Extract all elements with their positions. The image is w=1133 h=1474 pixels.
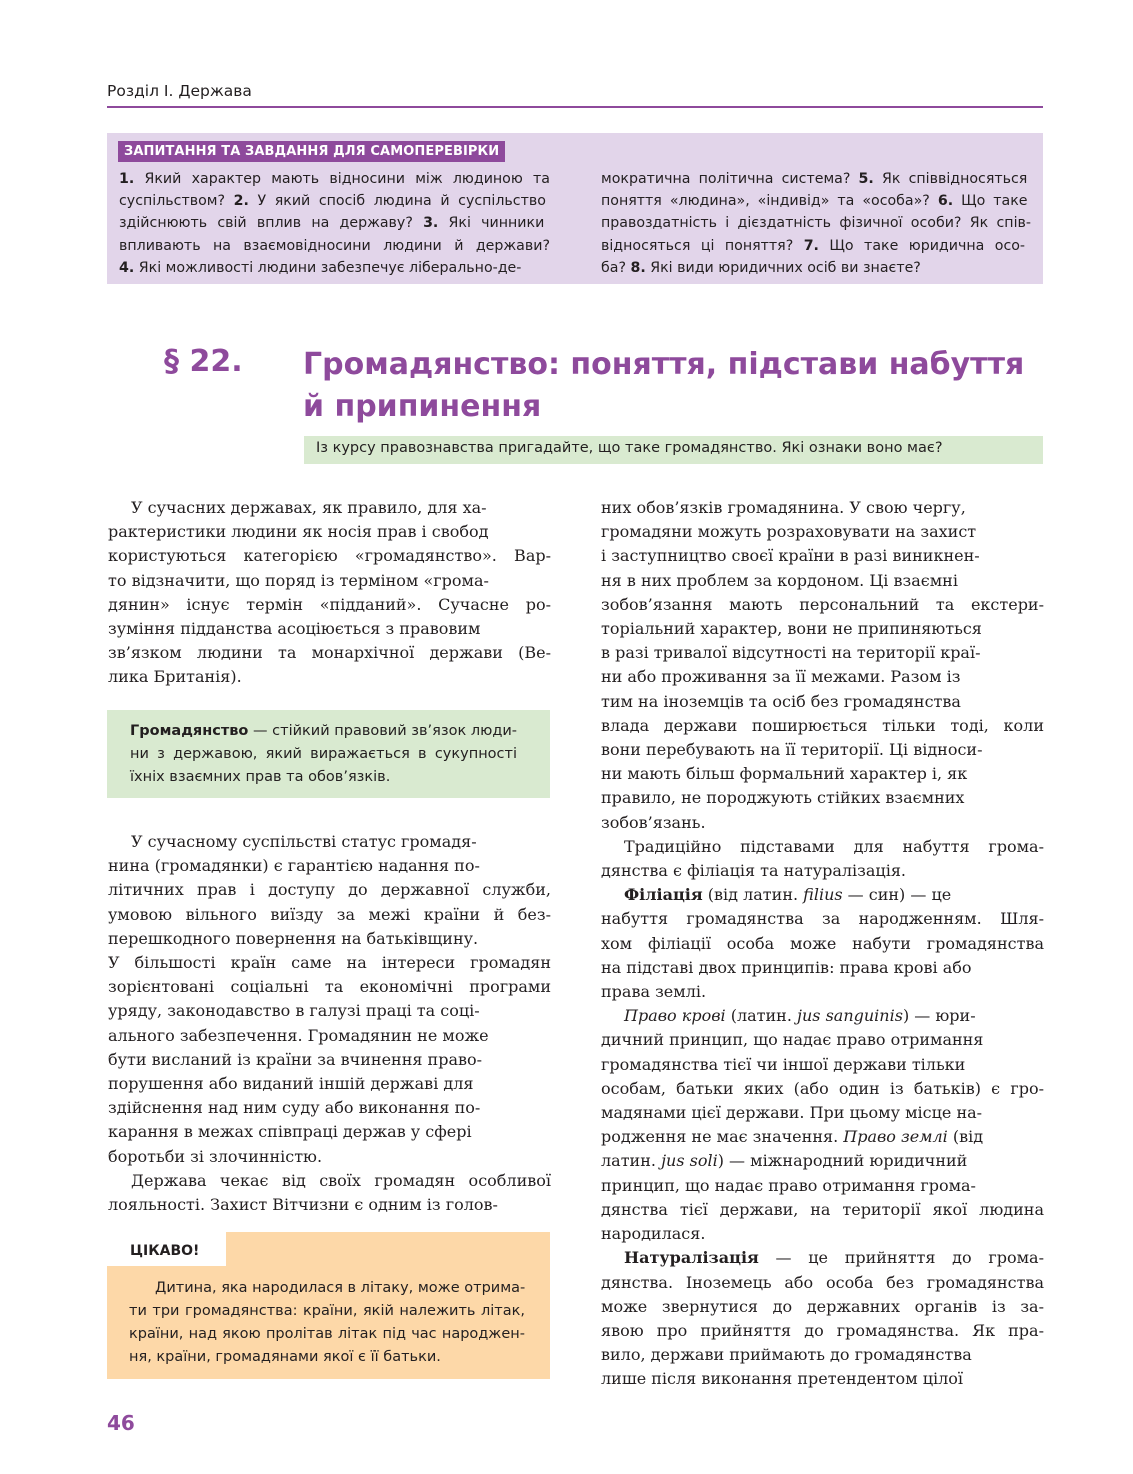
text-line: торіальний характер, вони не припиняються — [601, 619, 982, 639]
text-line: вило, держави приймають до громадянства — [601, 1345, 972, 1365]
text-line: на підставі двох принципів: права крові або — [601, 957, 972, 977]
text-line: ня, країни, громадянами якої є її батьки. — [129, 1349, 441, 1365]
text-line: вони перебувають на її території. Ці відноси- — [601, 740, 983, 760]
text-line: зуміння підданства асоціюється з правовим — [108, 619, 481, 639]
fact-label: ЦІКАВО! — [130, 1243, 200, 1259]
section-title-line: й припинення — [303, 389, 542, 424]
text-line: ального забезпечення. Громадянин не може — [108, 1025, 489, 1045]
self-check-title: ЗАПИТАННЯ ТА ЗАВДАННЯ ДЛЯ САМОПЕРЕВІРКИ — [118, 141, 505, 162]
text-line: їхніх взаємних прав та обов’язків. — [130, 769, 391, 785]
text-line: явою про прийняття до громадянства. Як пра- — [601, 1320, 1044, 1340]
question-line: впливають на взаємовідносини людини й держави? — [119, 237, 550, 254]
text-line: дянства є філіація та натуралізація. — [601, 861, 907, 881]
text-line: ня в них проблем за кордоном. Ці взаємні — [601, 570, 958, 590]
question-line: мократична політична система? 5. Як співвідносяться — [601, 171, 1028, 187]
text-line: ни мають більш формальний характер і, як — [601, 764, 968, 784]
text-line: У сучасному суспільстві статус громадя- — [131, 832, 477, 851]
left-paragraph-1 — [108, 496, 551, 690]
text-line: Натуралізація — це прийняття до грома- — [624, 1248, 1044, 1268]
text-line: карання в межах співпраці держав у сфері — [108, 1122, 472, 1142]
text-line: бути висланий із країни за вчинення право- — [108, 1049, 483, 1069]
text-line: ни з державою, який виражається в сукупності — [130, 746, 517, 762]
text-line: і заступництво своєї країни в разі виникнен- — [601, 546, 980, 566]
intro-question: Із курсу правознавства пригадайте, що таке громадянство. Які ознаки воно має? — [316, 440, 943, 456]
text-line: умовою вільного виїзду за межі країни й без- — [108, 904, 551, 924]
text-line: громадяни можуть розраховувати на захист — [601, 522, 977, 542]
text-line: може звернутися до державних органів із за- — [601, 1296, 1044, 1316]
questions-left-column — [119, 168, 550, 279]
text-line: родження не має значення. Право землі (від — [601, 1127, 984, 1147]
text-line: народилася. — [601, 1224, 706, 1244]
question-line: 1. Який характер мають відносини між людиною та — [119, 171, 550, 187]
questions-right-column — [601, 168, 1031, 279]
text-line: У сучасних державах, як правило, для ха- — [131, 498, 487, 517]
term-filiation: Філіація — [624, 885, 703, 905]
fact-text — [129, 1277, 525, 1369]
text-line: лояльності. Захист Вітчизни є одним із голов- — [108, 1195, 498, 1215]
text-line: боротьби зі злочинністю. — [108, 1146, 323, 1166]
text-line: то відзначити, що поряд із терміном «грома- — [108, 570, 489, 590]
definition-box — [107, 710, 550, 798]
question-line: здійснюють свій вплив на державу? 3. Які чинники — [119, 215, 545, 232]
text-line: тим на іноземців та осіб без громадянства — [601, 691, 961, 711]
term-naturalization: Натуралізація — [624, 1248, 759, 1268]
definition-term: Громадянство — [130, 723, 249, 739]
text-line: принцип, що надає право отримання грома- — [601, 1175, 976, 1195]
text-line: них обов’язків громадянина. У свою чергу, — [601, 498, 966, 517]
text-line: громадянства тієї чи іншої держави тільки — [601, 1054, 966, 1074]
text-line: дянства. Іноземець або особа без громадянства — [601, 1272, 1044, 1292]
text-line: порушення або виданий іншій державі для — [108, 1074, 474, 1094]
text-line: Традиційно підставами для набуття грома- — [624, 836, 1044, 856]
text-line: Філіація (від латин. filius — син) — це — [624, 885, 952, 905]
text-line: перешкодного повернення на батьківщину. — [108, 928, 479, 948]
text-line: правило, не породжують стійких взаємних — [601, 788, 965, 808]
text-line: дянин» існує термін «підданий». Сучасне ро- — [108, 594, 551, 614]
text-line: дичний принцип, що надає право отримання — [601, 1030, 984, 1050]
text-line: в разі тривалої відсутності на території краї- — [601, 643, 981, 663]
text-line: влада держави поширюється тільки тоді, коли — [601, 715, 1044, 735]
section-title-line: Громадянство: поняття, підстави набуття — [303, 347, 1025, 382]
question-line: ба? 8. Які види юридичних осіб ви знаєте? — [601, 259, 921, 276]
self-check-panel — [107, 133, 1043, 284]
text-line: лика Британія). — [108, 667, 242, 687]
text-line: Дитина, яка народилася в літаку, може отрима- — [155, 1280, 526, 1296]
text-line: рактеристики людини як носія прав і свобод — [108, 522, 489, 542]
text-line: ни або проживання за її межами. Разом із — [601, 667, 961, 687]
text-line: зорієнтовані соціальні та економічні програми — [108, 977, 551, 997]
intro-question-box — [304, 436, 1043, 464]
text-line: дянства тієї держави, на території якої людина — [601, 1199, 1044, 1219]
text-line: країни, над якою пролітав літак під час народжен- — [129, 1326, 525, 1342]
interesting-fact-box — [107, 1232, 550, 1379]
question-line: суспільством? 2. У який спосіб людина й суспільство — [119, 193, 546, 210]
text-line: зобов’язання мають персональний та екстери- — [601, 594, 1044, 614]
text-line: нина (громадянки) є гарантією надання по- — [108, 856, 480, 876]
text-line: уряду, законодавство в галузі праці та соці- — [108, 1001, 480, 1021]
text-line: латин. jus soli) — міжнародний юридичний — [601, 1151, 968, 1171]
text-line: літичних прав і доступу до державної служби, — [108, 880, 551, 900]
text-line: ти три громадянства: країни, якій належить літак, — [129, 1303, 525, 1319]
definition-text — [130, 720, 517, 789]
page-number: 46 — [107, 1411, 135, 1435]
term-right-of-blood: Право крові — [624, 1006, 726, 1026]
left-paragraph-2 — [108, 830, 551, 1217]
term-right-of-soil: Право землі — [843, 1127, 948, 1147]
text-line: здійснення над ним суду або виконання по- — [108, 1098, 481, 1118]
right-column — [601, 496, 1044, 1392]
text-line: хом філіації особа може набути громадянства — [601, 933, 1044, 953]
question-line: правоздатність і дієздатність фізичної особи? Як спів- — [601, 215, 1031, 232]
text-line: У більшості країн саме на інтереси громадян — [108, 953, 551, 973]
text-line: користуються категорією «громадянство». Вар- — [108, 546, 551, 566]
text-line: зобов’язань. — [601, 812, 706, 832]
text-line: мадянами цієї держави. При цьому місце на- — [601, 1103, 983, 1123]
text-line: зв’язком людини та монархічної держави (Ве- — [108, 643, 551, 663]
header-rule — [107, 106, 1043, 108]
running-header: Розділ І. Держава — [107, 82, 252, 100]
question-line: 4. Які можливості людини забезпечує ліберально-де- — [119, 259, 522, 276]
text-line: Право крові (латин. jus sanguinis) — юри- — [624, 1006, 976, 1026]
question-line: поняття «людина», «індивід» та «особа»? 6. Що таке — [601, 193, 1028, 210]
text-line: лише після виконання претендентом цілої — [601, 1369, 964, 1389]
text-line: Держава чекає від своїх громадян особливої — [131, 1170, 551, 1190]
section-title — [303, 344, 1038, 428]
text-line: набуття громадянства за народженням. Шля- — [601, 909, 1044, 929]
section-number: § 22. — [164, 344, 243, 379]
question-line: відносяться ці поняття? 7. Що таке юридична осо- — [601, 237, 1026, 254]
text-line: особам, батьки яких (або один із батьків) є гро- — [601, 1078, 1044, 1098]
text-line: Громадянство — стійкий правовий зв’язок люди- — [130, 723, 517, 739]
text-line: права землі. — [601, 982, 707, 1002]
